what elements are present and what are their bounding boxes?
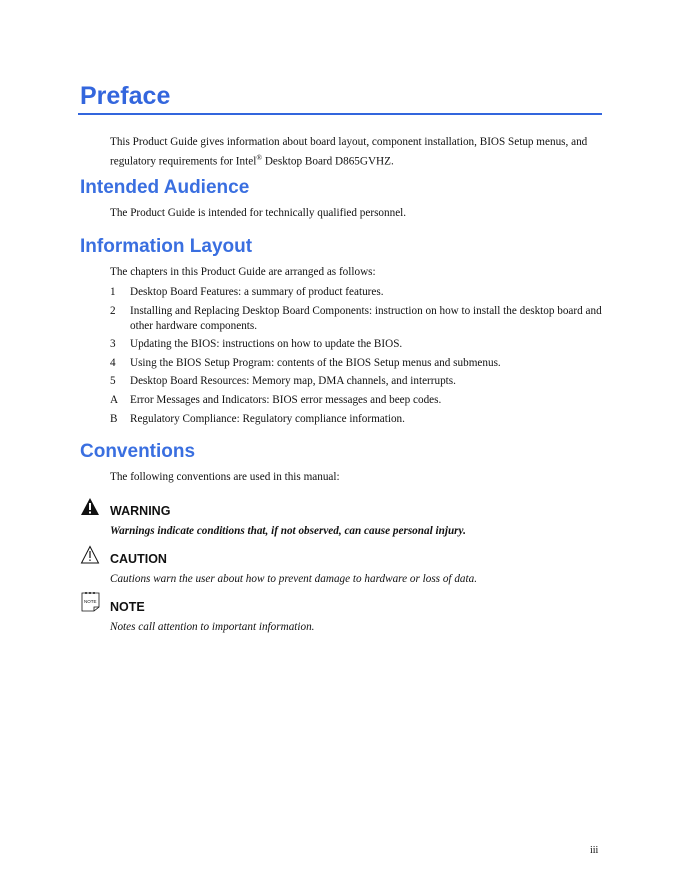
- chapter-number: 1: [110, 286, 116, 298]
- note-title: NOTE: [110, 600, 145, 614]
- warning-icon: [80, 497, 100, 517]
- list-item: [110, 374, 605, 389]
- information-layout-heading: Information Layout: [80, 236, 253, 257]
- chapter-list: [110, 285, 605, 430]
- chapter-description: Error Messages and Indicators: BIOS error messages and beep codes.: [130, 393, 442, 406]
- list-item: [110, 285, 605, 300]
- page-title: Preface: [80, 82, 171, 110]
- chapter-description: Desktop Board Resources: Memory map, DMA channels, and interrupts.: [130, 375, 456, 388]
- title-rule: [78, 113, 602, 115]
- chapter-number: 5: [110, 375, 116, 388]
- page-number: iii: [590, 845, 599, 856]
- list-item: [110, 337, 605, 352]
- information-layout-intro: The chapters in this Product Guide are arranged as follows:: [110, 266, 376, 278]
- note-icon-label: NOTE: [84, 599, 97, 604]
- intended-audience-text: The Product Guide is intended for technically qualified personnel.: [110, 207, 407, 219]
- chapter-number: 4: [110, 356, 116, 369]
- warning-text: Warnings indicate conditions that, if not observed, can cause personal injury.: [110, 525, 466, 537]
- caution-title: CAUTION: [110, 552, 167, 566]
- chapter-description: Updating the BIOS: instructions on how to update the BIOS.: [130, 338, 403, 351]
- warning-title: WARNING: [110, 504, 171, 518]
- chapter-description: Regulatory Compliance: Regulatory compliance information.: [130, 412, 405, 425]
- list-item: [110, 412, 605, 427]
- chapter-number: 2: [110, 304, 116, 317]
- list-item: [110, 356, 605, 371]
- chapter-number: A: [110, 393, 119, 406]
- intended-audience-heading: Intended Audience: [80, 177, 250, 198]
- note-text: Notes call attention to important information.: [110, 621, 315, 633]
- chapter-description: Using the BIOS Setup Program: contents of the BIOS Setup menus and submenus.: [130, 356, 501, 369]
- note-icon: [79, 590, 103, 614]
- chapter-description: Desktop Board Features: a summary of product features.: [130, 286, 384, 298]
- registered-mark: ®: [256, 153, 263, 162]
- caution-text: Cautions warn the user about how to prevent damage to hardware or loss of data.: [110, 573, 478, 585]
- chapter-number: 3: [110, 338, 116, 351]
- list-item: [110, 393, 605, 408]
- preface-intro: [110, 135, 605, 170]
- chapter-number: B: [110, 412, 118, 425]
- chapter-description: Installing and Replacing Desktop Board Components: instruction on how to install the desktop board and other hardware components.: [130, 304, 602, 332]
- caution-icon: [80, 545, 100, 565]
- list-item: [110, 304, 605, 334]
- conventions-heading: Conventions: [80, 441, 196, 462]
- conventions-intro: The following conventions are used in this manual:: [110, 471, 340, 483]
- preface-intro-part2: Desktop Board D865GVHZ.: [262, 155, 394, 168]
- preface-intro-part1: This Product Guide gives information about board layout, component installation, BIOS Setup menus, and regulatory requirements for Intel: [110, 136, 588, 168]
